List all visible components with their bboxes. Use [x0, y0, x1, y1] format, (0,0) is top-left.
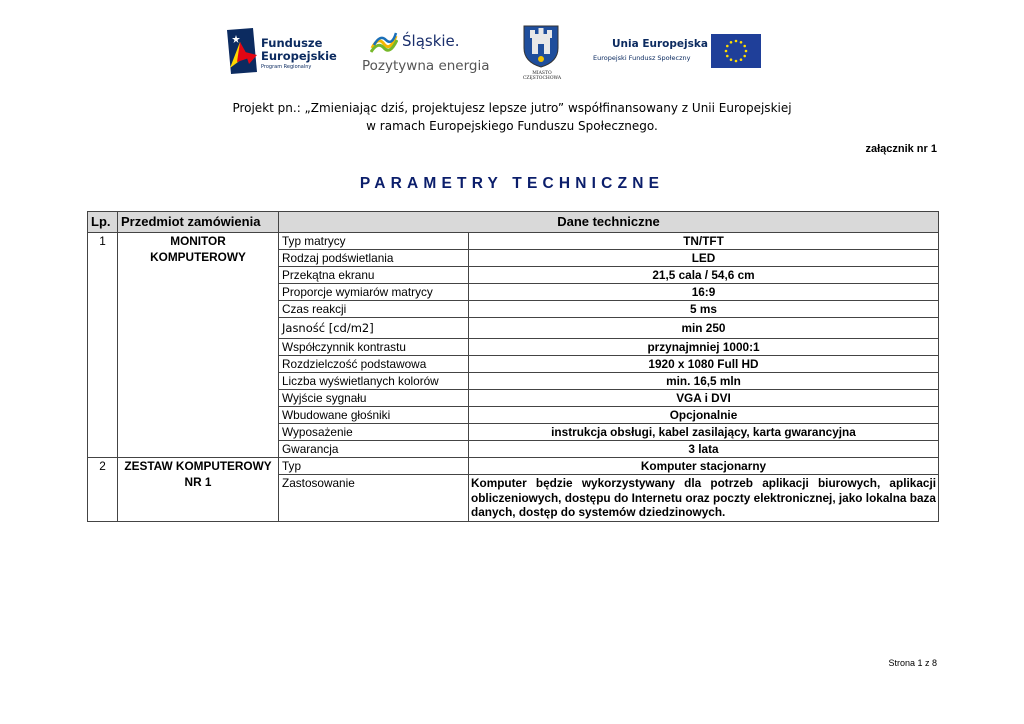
- param-label: Liczba wyświetlanych kolorów: [279, 373, 469, 390]
- fundusze-word: Fundusze: [261, 36, 323, 50]
- unia-europejska-logo: [590, 34, 762, 74]
- table-header-row: [88, 212, 939, 233]
- item-name-cell: [118, 458, 279, 522]
- logo-bar: [0, 22, 1024, 84]
- param-label: Przekątna ekranu: [279, 267, 469, 284]
- project-line-2: w ramach Europejskiego Funduszu Społecznego.: [366, 119, 658, 133]
- param-label: Proporcje wymiarów matrycy: [279, 284, 469, 301]
- param-label: Czas reakcji: [279, 301, 469, 318]
- item-name-cell: [118, 233, 279, 458]
- europejskie-word: Europejskie: [261, 49, 337, 63]
- param-label: Rozdzielczość podstawowa: [279, 356, 469, 373]
- param-value: 16:9: [469, 284, 939, 301]
- param-value: 5 ms: [469, 301, 939, 318]
- param-label: Współczynnik kontrastu: [279, 339, 469, 356]
- param-value: 21,5 cala / 54,6 cm: [469, 267, 939, 284]
- fundusze-europejskie-logo: [227, 28, 337, 74]
- page-title: PARAMETRY TECHNICZNE: [359, 175, 665, 192]
- param-value: 1920 x 1080 Full HD: [469, 356, 939, 373]
- item-name-line2: NR 1: [184, 475, 212, 489]
- param-value: VGA i DVI: [469, 390, 939, 407]
- eu-flag-icon: [711, 34, 761, 68]
- project-statement: [0, 99, 1024, 135]
- param-label: Gwarancja: [279, 441, 469, 458]
- param-value: TN/TFT: [469, 233, 939, 250]
- slaskie-name: Śląskie.: [402, 32, 460, 50]
- ue-fund-name: Europejski Fundusz Społeczny: [593, 54, 691, 62]
- table-row: [88, 458, 939, 475]
- param-label: Wbudowane głośniki: [279, 407, 469, 424]
- city-caption-line1: MIASTO: [532, 71, 552, 76]
- param-label: Wyposażenie: [279, 424, 469, 441]
- ue-name: Unia Europejska: [612, 38, 708, 50]
- eu-funds-star-icon: [227, 28, 257, 74]
- technical-parameters-table: [87, 211, 939, 522]
- param-label: Typ matrycy: [279, 233, 469, 250]
- header-item: Przedmiot zamówienia: [118, 212, 279, 233]
- row-number: 1: [88, 233, 118, 458]
- param-label: Typ: [279, 458, 469, 475]
- param-value: 3 lata: [469, 441, 939, 458]
- param-label: Wyjście sygnału: [279, 390, 469, 407]
- header-lp: Lp.: [88, 212, 118, 233]
- param-label: Jasność [cd/m2]: [279, 318, 469, 339]
- project-line-1: Projekt pn.: „Zmieniając dziś, projektujesz lepsze jutro” współfinansowany z Unii Europejskiej: [232, 101, 792, 115]
- slaskie-wave-icon: [370, 32, 398, 54]
- czestochowa-crest: [518, 24, 566, 82]
- header-spec: Dane techniczne: [279, 212, 939, 233]
- param-value: min. 16,5 mln: [469, 373, 939, 390]
- param-label: Zastosowanie: [279, 475, 469, 522]
- row-number: 2: [88, 458, 118, 522]
- param-value: LED: [469, 250, 939, 267]
- annex-label: załącznik nr 1: [865, 143, 937, 155]
- param-value: Opcjonalnie: [469, 407, 939, 424]
- slaskie-logo: [362, 32, 490, 76]
- param-value: instrukcja obsługi, kabel zasilający, karta gwarancyjna: [469, 424, 939, 441]
- param-value: min 250: [469, 318, 939, 339]
- param-value: Komputer stacjonarny: [469, 458, 939, 475]
- item-name-line2: KOMPUTEROWY: [150, 250, 246, 264]
- table-row: [88, 233, 939, 250]
- page-footer: Strona 1 z 8: [888, 658, 937, 668]
- param-value: Komputer będzie wykorzystywany dla potrzeb aplikacji biurowych, aplikacji obliczeniowych, dostępu do Internetu oraz poczty elektronicznej, jako lokalna baza danych, dostęp do systemów dziedzinowych.: [469, 475, 939, 522]
- param-value: przynajmniej 1000:1: [469, 339, 939, 356]
- city-coat-of-arms-icon: [518, 24, 564, 68]
- city-caption-line2: CZĘSTOCHOWA: [522, 76, 562, 81]
- slaskie-tagline: Pozytywna energia: [362, 58, 490, 74]
- program-regionalny-text: Program Regionalny: [261, 64, 312, 70]
- param-label: Rodzaj podświetlania: [279, 250, 469, 267]
- item-name-line1: ZESTAW KOMPUTEROWY: [124, 459, 272, 473]
- item-name-line1: MONITOR: [170, 234, 226, 248]
